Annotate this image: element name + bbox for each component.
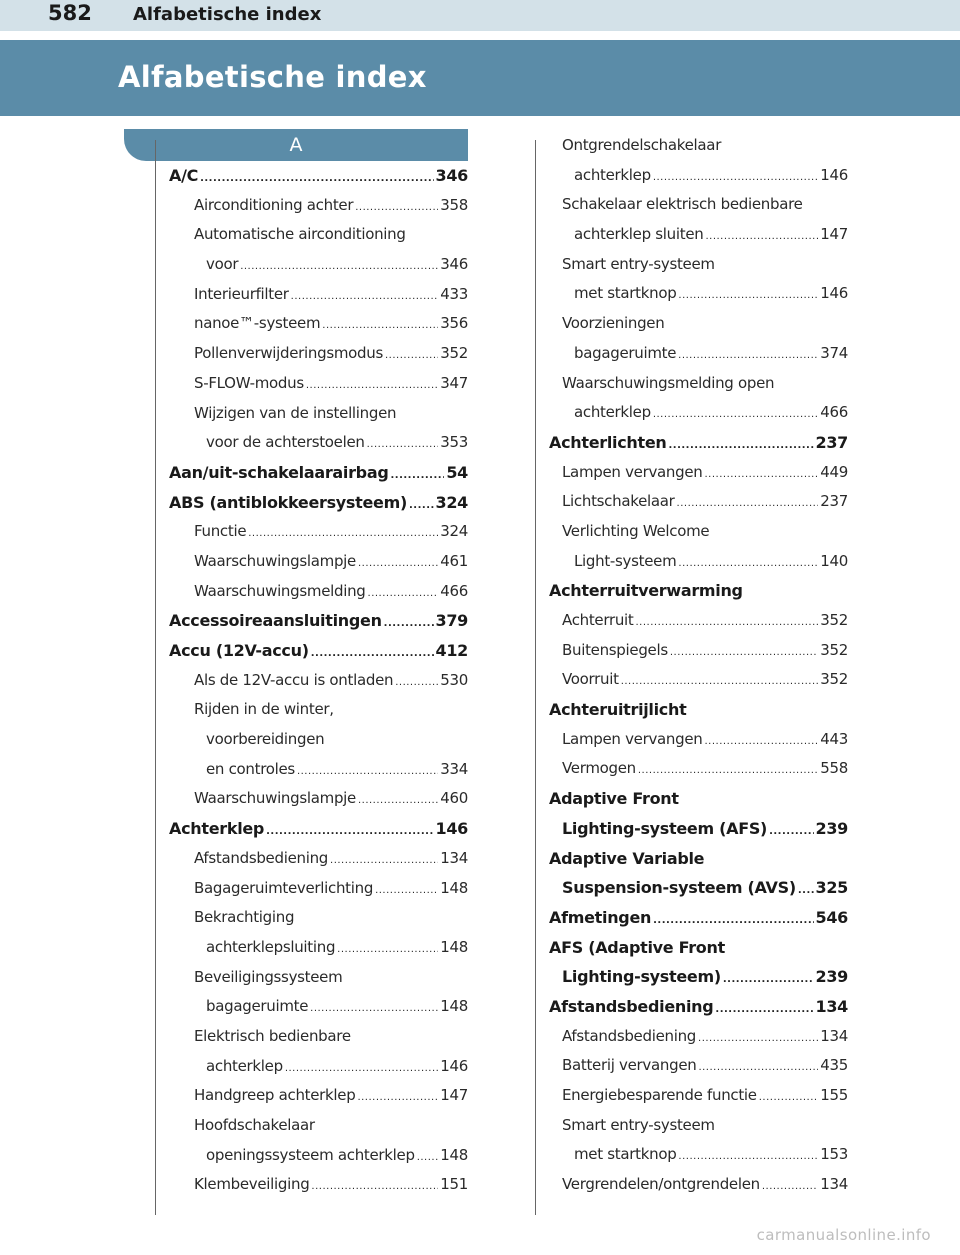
- page-title: Alfabetische index: [118, 60, 427, 94]
- index-entry: [169, 874, 468, 904]
- index-entry-page: 134: [820, 1026, 848, 1045]
- index-entry-page: 148: [440, 1145, 468, 1164]
- index-entry-leader: [653, 400, 818, 428]
- index-column-left: [169, 161, 468, 1200]
- index-entry-term: Adaptive Front: [549, 789, 679, 809]
- index-entry: [549, 547, 848, 577]
- index-entry-term: en controles: [206, 759, 295, 778]
- index-entry: [169, 1022, 468, 1052]
- section-letter-bar: [124, 129, 468, 161]
- index-entry: [169, 1111, 468, 1141]
- index-entry-leader: [678, 341, 818, 369]
- index-entry-page: 433: [440, 284, 468, 303]
- index-entry-term: Afstandsbediening: [549, 996, 714, 1016]
- index-entry: [549, 369, 848, 399]
- index-entry-term: nanoe™-systeem: [194, 314, 321, 333]
- index-entry: [549, 458, 848, 488]
- index-entry-page: 558: [820, 759, 848, 778]
- index-entry-term: Beveiligingssysteem: [194, 967, 343, 986]
- index-entry-page: 347: [440, 373, 468, 392]
- index-entry: [169, 844, 468, 874]
- index-entry-term: Verlichting Welcome: [562, 521, 710, 540]
- index-entry-term: achterklepsluiting: [206, 937, 336, 956]
- index-entry-term: Lighting-systeem (AFS): [562, 818, 768, 838]
- index-entry: [549, 250, 848, 280]
- index-entry: [169, 250, 468, 280]
- index-entry-term: Vermogen: [562, 759, 636, 778]
- index-entry: [549, 754, 848, 784]
- index-entry: [549, 606, 848, 636]
- index-entry: [169, 458, 468, 488]
- index-entry-term: Afmetingen: [549, 907, 652, 927]
- running-title: Alfabetische index: [133, 4, 322, 25]
- index-entry-term: Waarschuwingsmelding open: [562, 373, 775, 392]
- index-entry-page: 352: [820, 640, 848, 659]
- index-entry: [549, 428, 848, 458]
- index-entry-page: 155: [820, 1086, 848, 1104]
- index-entry-leader: [705, 727, 819, 755]
- index-entry-term: Als de 12V-accu is ontladen: [194, 670, 394, 689]
- index-entry-term: Achterruit: [562, 611, 634, 629]
- index-entry: [549, 1170, 848, 1200]
- index-entry-leader: [337, 935, 438, 963]
- index-entry-leader: [310, 994, 438, 1022]
- index-entry: [169, 636, 468, 666]
- index-entry: [169, 369, 468, 399]
- index-entry-page: 546: [815, 907, 848, 927]
- index-entry-page: 237: [820, 492, 848, 511]
- index-entry-leader: [385, 341, 438, 369]
- index-entry: [169, 1141, 468, 1171]
- index-entry: [549, 309, 848, 339]
- index-entry-page: 239: [815, 818, 848, 838]
- index-entry-page: 530: [440, 670, 468, 689]
- index-entry: [549, 844, 848, 874]
- index-entry: [169, 309, 468, 339]
- index-entry-page: 466: [820, 403, 848, 422]
- index-entry-term: bagageruimte: [206, 997, 309, 1016]
- index-entry: [169, 339, 468, 369]
- index-entry-page: 146: [440, 1056, 468, 1075]
- index-entry-term: Aan/uit-schakelaarairbag: [169, 462, 389, 482]
- index-entry-leader: [653, 906, 813, 933]
- index-entry-leader: [769, 817, 813, 844]
- index-entry-leader: [266, 817, 433, 844]
- index-entry-leader: [677, 489, 819, 517]
- index-entry-term: Buitenspiegels: [562, 640, 668, 659]
- index-entry-leader: [678, 281, 818, 309]
- index-entry-page: 134: [815, 996, 848, 1016]
- index-entry: [549, 190, 848, 220]
- index-entry-page: 153: [820, 1145, 848, 1164]
- index-entry: [169, 695, 468, 725]
- index-entry-term: voor de achterstoelen: [206, 433, 365, 452]
- index-entry-term: voor: [206, 255, 239, 274]
- index-entry-term: Klembeveiliging: [194, 1175, 310, 1194]
- index-entry-page: 449: [820, 462, 848, 481]
- index-entry-leader: [698, 1053, 818, 1081]
- index-entry-page: 237: [815, 432, 848, 452]
- index-entry: [549, 725, 848, 755]
- title-banner: [0, 40, 960, 116]
- index-entry-term: Elektrisch bedienbare: [194, 1026, 351, 1045]
- index-entry-term: Waarschuwingslampje: [194, 551, 356, 570]
- index-entry-page: 374: [820, 343, 848, 362]
- index-entry: [169, 666, 468, 696]
- index-entry-term: Interieurfilter: [194, 284, 289, 303]
- index-entry-leader: [698, 1024, 818, 1052]
- index-entry: [549, 784, 848, 814]
- index-entry-term: Achterruitverwarming: [549, 581, 743, 601]
- index-entry: [169, 725, 468, 755]
- index-entry-page: 353: [440, 433, 468, 452]
- index-entry: [549, 903, 848, 933]
- index-entry-leader: [762, 1172, 818, 1200]
- index-entry-leader: [285, 1054, 438, 1082]
- index-entry-page: 239: [815, 967, 848, 987]
- index-entry: [169, 547, 468, 577]
- index-entry-leader: [291, 282, 439, 310]
- index-entry-page: 334: [440, 759, 468, 778]
- index-entry-leader: [653, 163, 818, 191]
- index-entry-term: Lichtschakelaar: [562, 492, 675, 511]
- index-entry: [549, 1081, 848, 1111]
- index-entry-leader: [311, 1172, 438, 1200]
- index-entry-leader: [322, 311, 438, 339]
- index-entry-leader: [668, 431, 813, 458]
- index-entry-leader: [200, 164, 433, 191]
- index-entry-page: 358: [440, 195, 468, 214]
- index-entry-page: 412: [435, 641, 468, 660]
- index-entry-leader: [759, 1083, 819, 1111]
- index-entry-leader: [358, 549, 438, 577]
- index-entry-term: achterklep: [574, 403, 651, 422]
- index-entry: [169, 814, 468, 844]
- index-entry-term: Ontgrendelschakelaar: [562, 136, 722, 154]
- index-entry: [549, 695, 848, 725]
- index-entry-term: Bekrachtiging: [194, 908, 295, 927]
- index-entry-term: Rijden in de winter,: [194, 700, 334, 719]
- index-entry-term: Accu (12V-accu): [169, 641, 309, 660]
- index-entry-term: Accessoireaansluitingen: [169, 611, 382, 631]
- index-entry: [169, 280, 468, 310]
- index-entry-term: Achterklep: [169, 819, 265, 839]
- index-entry: [169, 755, 468, 785]
- index-entry-page: 148: [440, 937, 468, 956]
- index-entry-page: 460: [440, 789, 468, 808]
- index-entry-term: Automatische airconditioning: [194, 225, 406, 244]
- index-entry-page: 148: [440, 997, 468, 1016]
- index-entry: [549, 665, 848, 695]
- index-entry: [169, 963, 468, 993]
- index-entry-term: Smart entry-systeem: [562, 1115, 715, 1134]
- index-entry-term: AFS (Adaptive Front: [549, 937, 725, 957]
- index-entry: [169, 992, 468, 1022]
- index-entry: [549, 992, 848, 1022]
- index-column-right: [549, 131, 848, 1200]
- watermark: carmanualsonline.info: [756, 1226, 931, 1244]
- index-entry: [169, 399, 468, 429]
- index-entry-term: Suspension-systeem (AVS): [562, 878, 796, 898]
- index-entry-page: 140: [820, 551, 848, 570]
- index-entry-term: achterklep sluiten: [574, 225, 704, 244]
- index-entry-leader: [240, 252, 438, 280]
- index-entry: [169, 428, 468, 458]
- index-entry-page: 352: [820, 670, 848, 689]
- index-entry-page: 134: [820, 1175, 848, 1194]
- index-entry-term: Lampen vervangen: [562, 729, 703, 748]
- index-entry-leader: [368, 579, 439, 607]
- index-entry-term: ABS (antiblokkeersysteem): [169, 492, 407, 512]
- index-entry-page: 379: [435, 611, 468, 631]
- index-entry-term: Lighting-systeem): [562, 967, 721, 987]
- index-entry-leader: [638, 756, 818, 784]
- index-entry-leader: [621, 667, 819, 695]
- index-entry-leader: [357, 1083, 438, 1111]
- index-entry-term: Vergrendelen/ontgrendelen: [562, 1175, 760, 1194]
- index-entry-leader: [248, 519, 438, 547]
- index-entry: [169, 488, 468, 518]
- index-entry-page: 466: [440, 581, 468, 600]
- index-entry-term: Batterij vervangen: [562, 1056, 697, 1075]
- index-entry-term: Light-systeem: [574, 551, 677, 570]
- index-entry-leader: [636, 608, 819, 636]
- index-entry-term: Bagageruimteverlichting: [194, 878, 374, 897]
- index-entry: [549, 517, 848, 547]
- index-entry-leader: [395, 668, 438, 696]
- index-entry-leader: [390, 461, 444, 488]
- index-entry-leader: [417, 1143, 439, 1171]
- index-entry: [549, 339, 848, 369]
- index-entry: [169, 577, 468, 607]
- index-entry-page: 324: [440, 522, 468, 541]
- index-entry-leader: [705, 460, 819, 488]
- index-entry: [549, 814, 848, 844]
- index-entry: [549, 487, 848, 517]
- index-entry-leader: [367, 430, 439, 458]
- index-entry-leader: [375, 876, 438, 904]
- index-entry-term: achterklep: [206, 1056, 283, 1075]
- index-entry: [169, 933, 468, 963]
- index-entry-term: S-FLOW-modus: [194, 373, 304, 392]
- index-entry-page: 325: [815, 878, 848, 898]
- index-entry-term: achterklep: [574, 165, 651, 184]
- index-entry-term: Achterlichten: [549, 432, 667, 452]
- index-entry-page: 151: [440, 1175, 468, 1194]
- index-entry-term: Smart entry-systeem: [562, 254, 715, 273]
- index-entry-page: 352: [440, 344, 468, 363]
- index-entry-leader: [723, 965, 814, 992]
- index-entry-page: 352: [820, 611, 848, 629]
- index-entry-term: Handgreep achterklep: [194, 1086, 356, 1105]
- index-entry: [169, 903, 468, 933]
- index-entry-term: A/C: [169, 166, 199, 185]
- index-entry: [549, 873, 848, 903]
- index-entry: [169, 606, 468, 636]
- index-entry: [549, 636, 848, 666]
- index-entry-page: 356: [440, 314, 468, 333]
- index-entry-term: met startknop: [574, 1145, 677, 1164]
- index-entry-leader: [384, 609, 434, 636]
- index-entry: [169, 191, 468, 221]
- index-entry-term: voorbereidingen: [206, 730, 325, 749]
- index-entry-term: Schakelaar elektrisch bedienbare: [562, 195, 803, 214]
- index-entry: [169, 220, 468, 250]
- index-entry-leader: [678, 549, 818, 577]
- page-number: 582: [48, 1, 92, 25]
- index-entry-leader: [678, 1142, 818, 1170]
- index-entry-page: 324: [435, 492, 468, 512]
- index-entry: [549, 1022, 848, 1052]
- index-entry-leader: [311, 639, 434, 666]
- index-entry-page: 146: [820, 165, 848, 184]
- index-entry: [549, 962, 848, 992]
- index-entry-term: Voorruit: [562, 670, 619, 689]
- index-entry-term: Voorzieningen: [562, 314, 665, 333]
- index-entry: [549, 1140, 848, 1170]
- column-divider-right: [535, 140, 536, 1215]
- index-entry-page: 443: [820, 729, 848, 748]
- index-entry-leader: [358, 786, 438, 814]
- index-entry-page: 147: [440, 1086, 468, 1105]
- index-entry: [549, 1111, 848, 1141]
- index-entry: [549, 161, 848, 191]
- index-entry-leader: [297, 757, 438, 785]
- index-entry-page: 146: [435, 819, 468, 839]
- index-entry-leader: [705, 222, 818, 250]
- index-entry: [549, 933, 848, 963]
- index-entry-page: 346: [435, 166, 468, 185]
- index-entry-term: Afstandsbediening: [562, 1026, 697, 1045]
- index-entry: [549, 398, 848, 428]
- column-divider-left: [155, 140, 156, 1215]
- index-entry-term: Waarschuwingslampje: [194, 789, 356, 808]
- index-entry: [169, 517, 468, 547]
- index-entry-term: Airconditioning achter: [194, 195, 354, 214]
- index-entry: [169, 1081, 468, 1111]
- index-entry: [169, 1052, 468, 1082]
- index-entry-page: 134: [440, 848, 468, 867]
- index-entry: [169, 161, 468, 191]
- index-entry: [169, 784, 468, 814]
- index-entry: [549, 131, 848, 161]
- index-entry: [549, 576, 848, 606]
- index-entry-term: Achteruitrijlicht: [549, 700, 687, 720]
- index-entry-page: 435: [820, 1056, 848, 1075]
- index-entry-term: Pollenverwijderingsmodus: [194, 344, 383, 363]
- index-entry: [549, 220, 848, 250]
- index-entry-leader: [409, 491, 434, 518]
- header-bar: [0, 0, 960, 31]
- index-entry-page: 148: [440, 878, 468, 897]
- index-entry-page: 54: [446, 462, 468, 482]
- index-entry-leader: [355, 193, 438, 221]
- index-entry-page: 147: [820, 225, 848, 244]
- index-entry-term: Functie: [194, 522, 247, 541]
- index-entry-leader: [798, 876, 814, 903]
- index-entry-term: Waarschuwingsmelding: [194, 581, 366, 600]
- index-entry-leader: [670, 638, 818, 666]
- index-entry-term: met startknop: [574, 284, 677, 303]
- index-entry-term: openingssysteem achterklep: [206, 1145, 415, 1164]
- index-entry: [549, 1051, 848, 1081]
- index-entry-leader: [330, 846, 438, 874]
- index-entry-page: 461: [440, 551, 468, 570]
- index-entry: [169, 1170, 468, 1200]
- index-entry: [549, 279, 848, 309]
- index-entry-term: Lampen vervangen: [562, 462, 703, 481]
- index-entry-page: 346: [440, 255, 468, 274]
- index-entry-page: 146: [820, 284, 848, 303]
- index-entry-leader: [306, 371, 438, 399]
- index-entry-term: Energiebesparende functie: [562, 1086, 757, 1104]
- index-entry-term: Afstandsbediening: [194, 848, 329, 867]
- index-entry-term: Wijzigen van de instellingen: [194, 403, 397, 422]
- index-entry-term: Adaptive Variable: [549, 848, 705, 868]
- index-entry-term: bagageruimte: [574, 343, 677, 362]
- index-entry-term: Hoofdschakelaar: [194, 1116, 315, 1134]
- section-letter: A: [289, 134, 303, 156]
- index-entry-leader: [715, 995, 813, 1022]
